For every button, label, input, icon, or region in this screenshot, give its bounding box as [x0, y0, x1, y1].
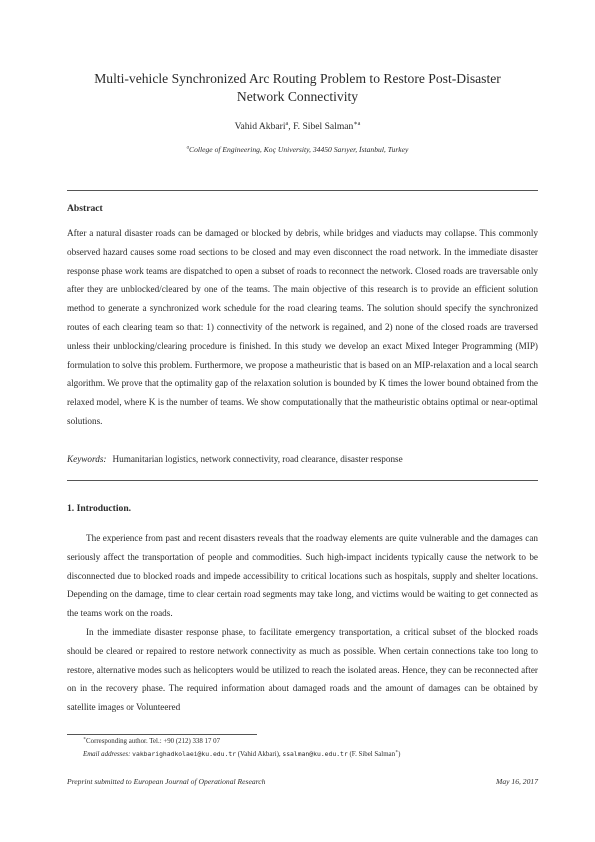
affiliation-text: College of Engineering, Koç University, 34450 Sarıyer, İstanbul, Turkey — [189, 145, 409, 154]
title-line-1: Multi-vehicle Synchronized Arc Routing Problem to Restore Post-Disaster — [94, 71, 501, 86]
email-link-1[interactable]: vakbarighadkolaei@ku.edu.tr — [132, 750, 237, 758]
footer-journal: Preprint submitted to European Journal of Operational Research — [67, 777, 266, 786]
affiliation — [60, 145, 535, 155]
keywords-text: Humanitarian logistics, network connectivity, road clearance, disaster response — [112, 454, 403, 464]
page-footer — [67, 777, 538, 787]
author-1: Vahid Akbari — [234, 121, 286, 132]
paper-title — [60, 70, 535, 106]
author-separator: , — [288, 121, 294, 132]
title-line-2: Network Connectivity — [236, 89, 359, 104]
email-link-2[interactable]: ssalman@ku.edu.tr — [282, 750, 348, 758]
author-list — [60, 121, 535, 133]
author-2-affiliation-mark: ∗a — [353, 119, 361, 127]
keywords — [67, 453, 538, 466]
abstract-top-rule — [67, 190, 538, 191]
abstract-heading: Abstract — [67, 203, 103, 214]
email-owner-1: (Vahid Akbari), — [236, 751, 283, 758]
intro-paragraph-2: In the immediate disaster response phase, to facilitate emergency transportation, a critical subset of the blocked roads should be cleared or repaired to restore network connectivity as much as possible. When certain connections take too long to restore, alternative modes such as helicopters would be utilized to reach the isolated areas. Hence, they can be reconnected after on in the recovery phase. The required information about damaged roads and the amount of damages can be obtained by satellite images or Volunteered — [67, 626, 538, 713]
footnote-rule — [67, 734, 257, 735]
footer-date: May 16, 2017 — [496, 777, 538, 786]
corresponding-author-text: Corresponding author. Tel.: +90 (212) 338 17 07 — [86, 738, 221, 745]
intro-paragraph-1: The experience from past and recent disasters reveals that the roadway elements are quite vulnerable and the damages can seriously affect the transportation of people and commodities. Such high-impact incidents typically cause the network to be disconnected due to blocked roads and impede accessibility to critical locations such as hospitals, supply and shelter locations. Depending on the damage, time to clear certain road segments may take long, and victims would be waiting to get connected as the teams work on the roads. — [67, 533, 538, 619]
keywords-label: Keywords: — [67, 454, 107, 464]
abstract-bottom-rule — [67, 480, 538, 481]
email-owner-2-mark: ∗ — [395, 748, 399, 754]
email-owner-2-close: ) — [398, 751, 401, 758]
abstract-body: After a natural disaster roads can be damaged or blocked by debris, while bridges and viaducts may collapse. This commonly observed hazard causes some road sections to be closed and may even disconnect the road network. In the immediate disaster response phase work teams are dispatched to open a subset of roads to reconnect the network. Closed roads are traversable only after they are unblocked/cleared by one of the teams. The main objective of this research is to provide an efficient solution method to generate a synchronized work schedule for the road clearing teams. The solution should specify the synchronized routes of each clearing team so that: 1) connectivity of the network is regained, and 2) none of the closed roads are traversed unless their unblocking/clearing procedure is finished. In this study we develop an exact Mixed Integer Programming (MIP) formulation to solve this problem. Furthermore, we propose a matheuristic that is based on an MIP-relaxation and a local search algorithm. We prove that the optimality gap of the relaxation solution is bounded by K times the lower bound obtained from the relaxed model, where K is the number of teams. We show computationally that the matheuristic obtains optimal or near-optimal solutions. — [67, 228, 538, 426]
author-1-affiliation-mark: a — [285, 119, 289, 127]
footnote-corresponding — [83, 737, 543, 747]
affiliation-mark: a — [186, 145, 190, 151]
footnote-emails — [83, 749, 543, 760]
email-owner-2: (F. Sibel Salman — [347, 751, 396, 758]
footnote-mark: ∗ — [83, 735, 87, 741]
author-2: F. Sibel Salman — [293, 121, 354, 132]
section-heading-introduction: 1. Introduction. — [67, 503, 132, 514]
email-label: Email addresses: — [83, 751, 131, 758]
introduction-body — [67, 529, 538, 717]
